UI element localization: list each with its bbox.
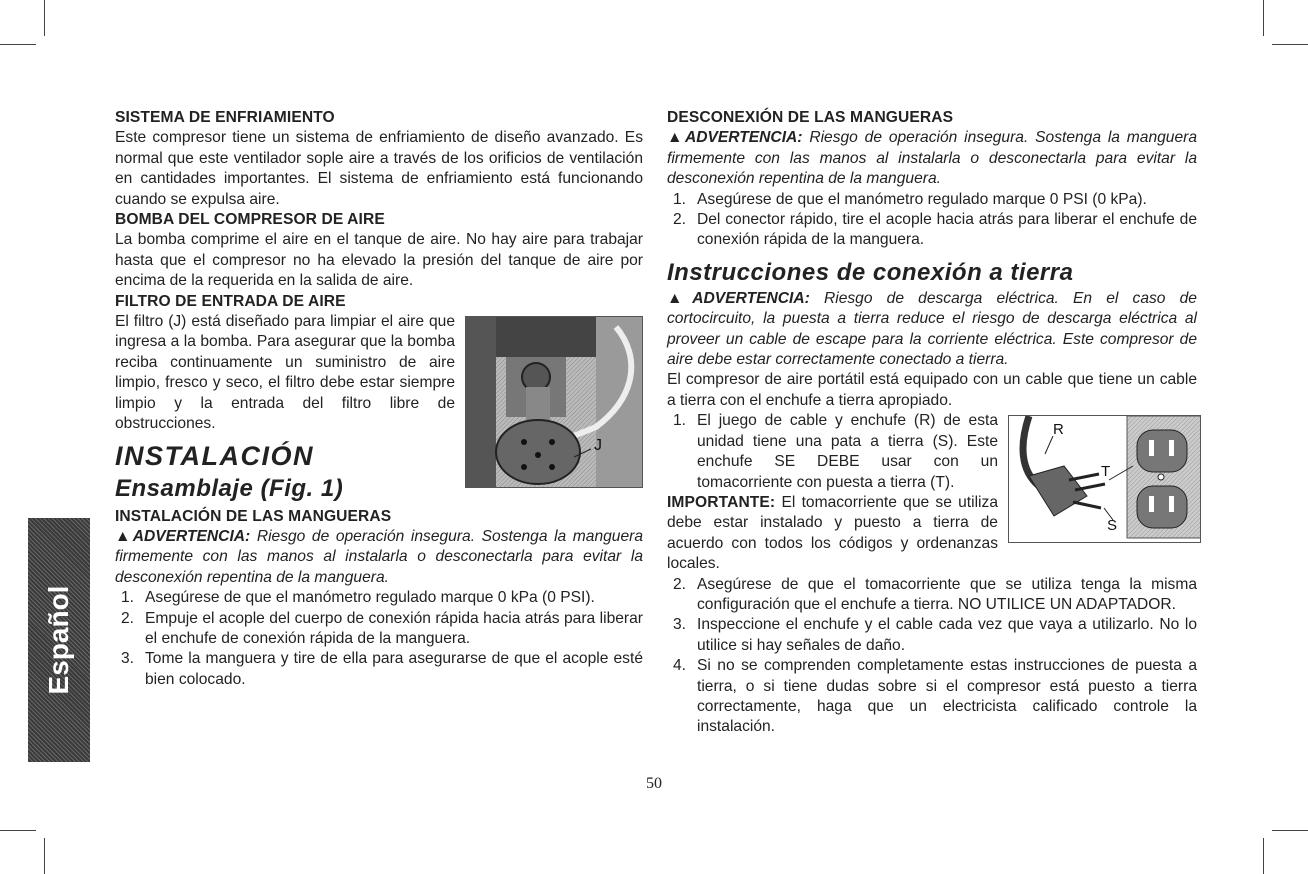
ground-step-1 (667, 411, 1197, 493)
step-number: 3. (121, 650, 135, 668)
list-item (667, 190, 1197, 210)
language-side-tab (28, 518, 90, 762)
hose-install-steps (115, 588, 643, 690)
warning-icon: ▲ (115, 527, 133, 545)
crop-mark (44, 838, 45, 874)
warning-label: ADVERTENCIA: (684, 129, 803, 147)
crop-mark (0, 44, 36, 45)
list-item (667, 615, 1197, 656)
crop-mark (1272, 44, 1308, 45)
pump-text: La bomba comprime el aire en el tanque de aire. No hay aire para trabajar hasta que el compresor no ha elevado la presión del tanque de aire por encima de la requerida en la salida de aire. (115, 231, 643, 290)
cooling-title: SISTEMA DE ENFRIAMIENTO (115, 109, 335, 126)
step-text: Si no se comprenden completamente estas instrucciones de puesta a tierra, o si tiene dudas sobre si el compresor está puesto a tierra correctamente, haga que un electricista calificado controle la instalación. (697, 657, 1197, 736)
filter-title: FILTRO DE ENTRADA DE AIRE (115, 292, 346, 310)
figure-label-s: S (1107, 517, 1118, 535)
crop-mark (1272, 830, 1308, 831)
disconnect-steps (667, 190, 1197, 251)
ground-text: El compresor de aire portátil está equipado con un cable que tiene un cable a tierra con el enchufe a tierra apropiado. (667, 371, 1197, 409)
warning-text: Riesgo de operación insegura. Sostenga la manguera firmemente con las manos al instalarla o desconectarla para evitar la desconexión repentina de la manguera. (667, 129, 1198, 188)
ground-warning (667, 289, 1197, 371)
important-label: IMPORTANTE: (667, 493, 776, 511)
step-text: Inspeccione el enchufe y el cable cada vez que vaya a utilizarlo. No lo utilice si hay señales de daño. (697, 616, 1197, 654)
install-heading: INSTALACIÓN (115, 440, 314, 471)
hose-install-title: INSTALACIÓN DE LAS MANGUERAS (115, 507, 392, 525)
filter-text: El filtro (J) está diseñado para limpiar el aire que ingresa a la bomba. Para asegurar que la bomba reciba continuamente un suministro de aire limpio, fresco y seco, el filtro debe estar siempre limpio y la entrada del filtro libre de obstrucciones. (115, 313, 455, 433)
step-text: Tome la manguera y tire de ella para asegurarse de que el acople esté bien colocado. (145, 650, 643, 688)
list-item (667, 575, 1197, 616)
warning-label: ADVERTENCIA: (692, 289, 810, 307)
ground-heading: Instrucciones de conexión a tierra (667, 258, 1074, 286)
disconnect-title: DESCONEXIÓN DE LAS MANGUERAS (667, 109, 954, 126)
crop-mark (0, 830, 36, 831)
crop-mark (1263, 838, 1264, 874)
list-item (115, 649, 643, 690)
left-column (115, 108, 643, 690)
step-number: 2. (673, 211, 687, 229)
air-filter-figure (465, 316, 643, 488)
ground-steps (667, 575, 1197, 738)
step-number: 4. (673, 657, 687, 675)
important-text: El tomacorriente que se utiliza debe estar instalado y puesto a tierra de acuerdo con todos los códigos y ordenanzas locales. (667, 493, 998, 573)
crop-mark (44, 0, 45, 36)
right-column (667, 108, 1197, 738)
step-text: Asegúrese de que el manómetro regulado marque 0 kPa (0 PSI). (145, 589, 595, 607)
language-label: Español (43, 585, 74, 695)
warning-icon: ▲ (667, 289, 693, 307)
step-text: Asegúrese de que el manómetro regulado marque 0 PSI (0 kPa). (697, 190, 1147, 208)
step-text: El juego de cable y enchufe (R) de esta unidad tiene una pata a tierra (S). Este enchufe SE DEBE usar con un tomacorriente con puesta a tierra (T). (697, 412, 998, 491)
list-item (667, 210, 1197, 251)
list-item (115, 609, 643, 650)
figure-label-r: R (1053, 421, 1064, 439)
cooling-text: Este compresor tiene un sistema de enfriamiento de diseño avanzado. Es normal que este ventilador sople aire a través de los orificios de ventilación en cantidades importantes. El sistema de enfriamiento está funcionando cuando se expulsa aire. (115, 129, 643, 208)
list-item (667, 656, 1197, 738)
pump-title: BOMBA DEL COMPRESOR DE AIRE (115, 211, 385, 229)
page-number: 50 (646, 775, 662, 792)
warning-text: Riesgo de operación insegura. Sostenga la manguera firmemente con las manos al instalarla o desconectarla para evitar la desconexión repentina de la manguera. (115, 527, 644, 586)
step-number: 1. (673, 190, 687, 208)
step-number: 1. (121, 589, 135, 607)
step-text: Empuje el acople del cuerpo de conexión rápida hacia atrás para liberar el enchufe de conexión rápida de la manguera. (145, 609, 643, 647)
step-text: Del conector rápido, tire el acople hacia atrás para liberar el enchufe de conexión rápida de la manguera. (697, 211, 1197, 249)
step-text: Asegúrese de que el tomacorriente que se utiliza tenga la misma configuración que el enchufe a tierra. NO UTILICE UN ADAPTADOR. (697, 575, 1197, 613)
warning-text: Riesgo de descarga eléctrica. En el caso de cortocircuito, la puesta a tierra reduce el riesgo de descarga eléctrica al proveer un cable de escape para la corriente eléctrica. Este compresor de aire debe estar correctamente conectado a tierra. (667, 289, 1197, 369)
warning-icon: ▲ (667, 129, 685, 147)
list-item (115, 588, 643, 608)
step-number: 2. (673, 575, 687, 593)
figure-label-j: J (594, 437, 602, 455)
step-number: 3. (673, 616, 687, 634)
warning-label: ADVERTENCIA: (132, 527, 251, 545)
figure-label-t: T (1101, 463, 1111, 481)
hose-install-warning (115, 527, 643, 588)
disconnect-warning (667, 128, 1197, 189)
step-number: 2. (121, 609, 135, 627)
crop-mark (1263, 0, 1264, 36)
assembly-heading: Ensamblaje (Fig. 1) (115, 474, 344, 502)
list-item (667, 411, 1197, 493)
step-number: 1. (673, 412, 687, 430)
